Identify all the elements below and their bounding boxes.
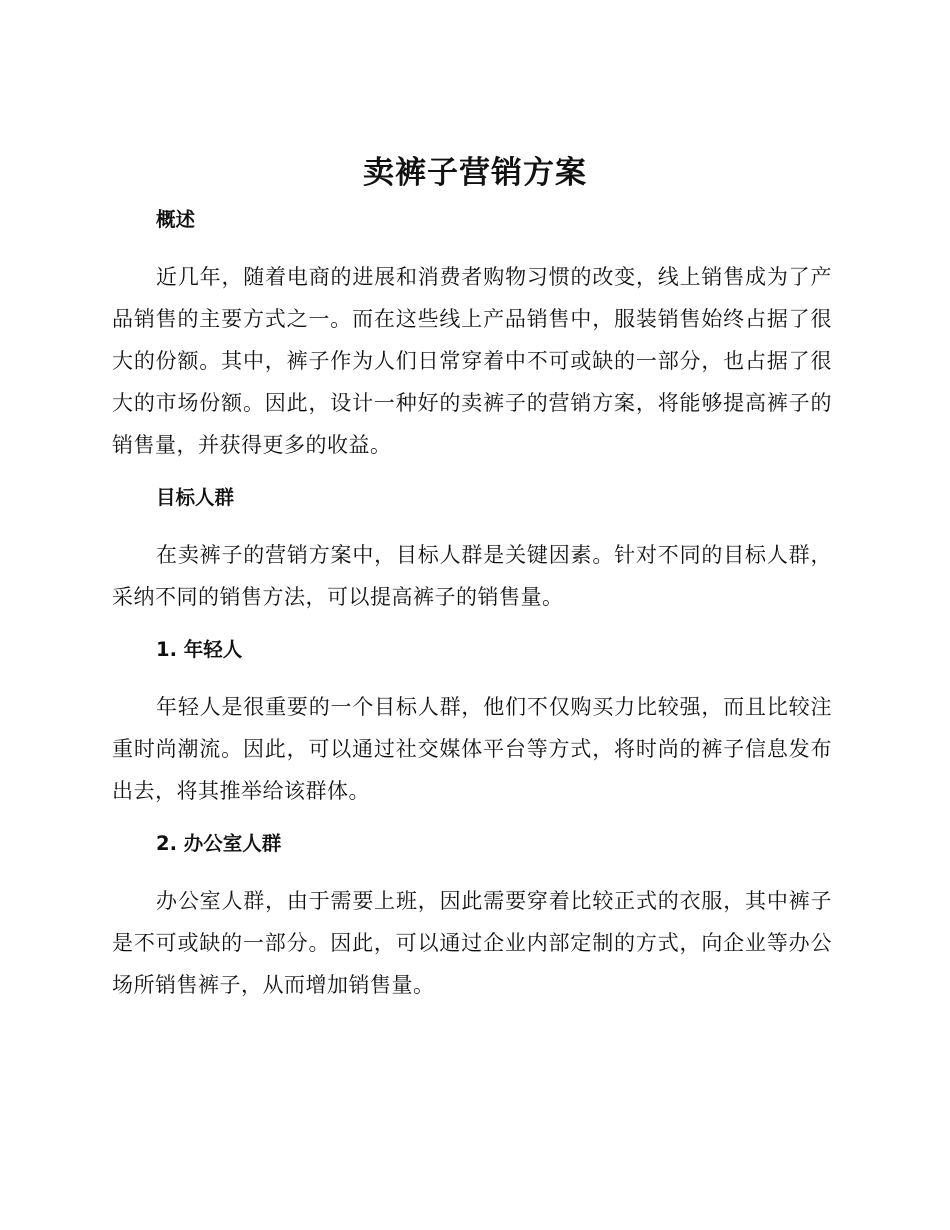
section-heading-young-people: 1. 年轻人 <box>156 638 243 661</box>
section-body-target-audience: 在卖裤子的营销方案中，目标人群是关键因素。针对不同的目标人群，采纳不同的销售方法，可以提高裤子的销售量。 <box>112 543 832 609</box>
section-body-young-people: 年轻人是很重要的一个目标人群，他们不仅购买力比较强，而且比较注重时尚潮流。因此，可以通过社交媒体平台等方式，将时尚的裤子信息发布出去，将其推举给该群体。 <box>112 695 832 803</box>
section-heading-office-workers: 2. 办公室人群 <box>156 832 282 855</box>
section-heading-overview: 概述 <box>156 208 196 231</box>
document-title: 卖裤子营销方案 <box>363 155 587 191</box>
section-body-overview: 近几年，随着电商的进展和消费者购物习惯的改变，线上销售成为了产品销售的主要方式之一。而在这些线上产品销售中，服装销售始终占据了很大的份额。其中，裤子作为人们日常穿着中不可或缺的一部分，也占据了很大的市场份额。因此，设计一种好的卖裤子的营销方案，将能够提高裤子的销售量，并获得更多的收益。 <box>112 265 832 457</box>
section-heading-target-audience: 目标人群 <box>156 486 235 509</box>
section-body-office-workers: 办公室人群，由于需要上班，因此需要穿着比较正式的衣服，其中裤子是不可或缺的一部分。因此，可以通过企业内部定制的方式，向企业等办公场所销售裤子，从而增加销售量。 <box>112 889 832 997</box>
